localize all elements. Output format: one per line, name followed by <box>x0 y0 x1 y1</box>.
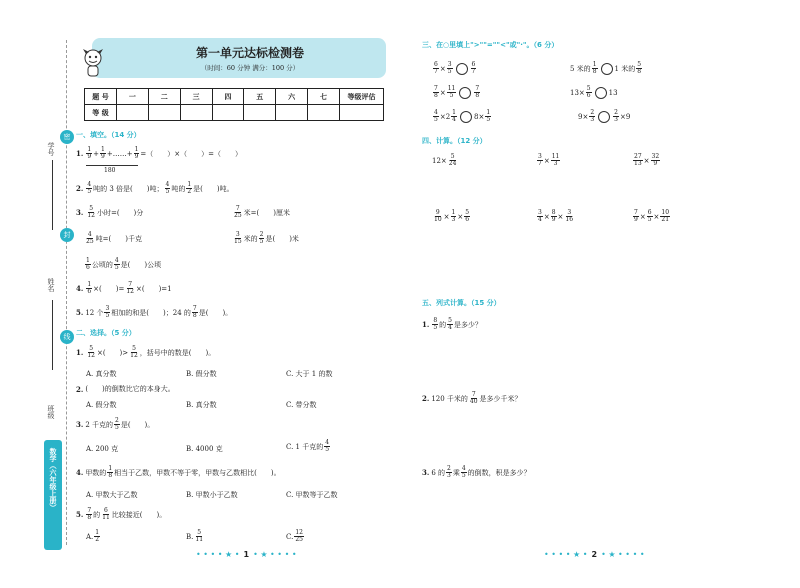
score-table <box>84 88 384 121</box>
fraction: 7 8 <box>87 507 92 521</box>
item-text: 13 <box>608 88 618 97</box>
question-number: 3. <box>422 468 430 477</box>
fraction: 2 5 <box>259 231 264 245</box>
fraction: 7 8 <box>192 305 197 319</box>
section-5-title: 五、列式计算。（15 分） <box>422 299 501 307</box>
fraction: $\frac{1}{5}$ <box>486 109 491 123</box>
fraction: $\frac{2}{3}$ <box>614 109 618 123</box>
question-number: 3. <box>76 420 84 429</box>
option-c-text: C. 1 千克的 <box>286 442 324 451</box>
fraction: $\frac{3}{4}$ <box>538 209 542 223</box>
question-number: 4. <box>76 468 84 477</box>
option-c[interactable]: C. 大于 1 的数 <box>286 370 333 378</box>
option-a[interactable]: A. 真分数 <box>86 370 117 378</box>
equation-blanks[interactable]: =（ ）×（ ）=（ ） <box>140 149 243 158</box>
fraction: $\frac{5}{24}$ <box>448 153 457 167</box>
s5-question-1 <box>422 318 482 331</box>
s1-question-5 <box>76 306 232 319</box>
grade-cell[interactable] <box>180 105 212 121</box>
option-c[interactable]: C. 甲数等于乙数 <box>286 491 338 499</box>
seal-badge-mi: 密 <box>60 130 74 144</box>
operator: × <box>439 88 446 97</box>
question-text[interactable]: ，括号中的数是( )。 <box>139 348 216 357</box>
s2-question-5 <box>76 508 166 521</box>
question-text[interactable]: ×( )> <box>96 348 129 357</box>
fraction: 5 11 <box>195 529 204 543</box>
fraction: $\frac{1}{3}$ <box>451 209 456 223</box>
fraction: $\frac{8}{9}$ <box>551 209 556 223</box>
question-number: 2. <box>76 184 84 193</box>
item-text: × <box>543 212 550 221</box>
item-text: × <box>653 212 660 221</box>
name-label: 姓名 <box>47 278 55 292</box>
question-number: 1. <box>76 348 84 357</box>
score-table-grade-row <box>85 105 384 121</box>
s2-question-4 <box>76 466 281 479</box>
fraction: $\frac{32}{9}$ <box>651 153 660 167</box>
fraction: 1 8 <box>592 61 597 75</box>
fraction: 2 5 <box>115 417 119 431</box>
fraction: 5 8 <box>637 61 642 75</box>
s5-question-3 <box>422 466 531 479</box>
question-text: 甲数的 <box>85 468 107 477</box>
question-text: 是多少千米？ <box>479 394 522 403</box>
fraction: 3 5 <box>105 305 110 319</box>
grade-cell[interactable] <box>117 105 149 121</box>
score-header-cell: 等级评估 <box>340 89 384 105</box>
fraction: 4 5 <box>461 465 466 479</box>
s5-question-2 <box>422 392 522 405</box>
fraction: 4 5 <box>87 181 92 195</box>
item-text: 12× <box>432 156 447 165</box>
option-b[interactable]: B. 真分数 <box>186 401 217 409</box>
question-number: 2. <box>422 394 430 403</box>
question-text: 乘 <box>452 468 460 477</box>
question-text: 2 千克的 <box>85 420 113 429</box>
fraction: 7 40 <box>469 391 478 405</box>
s1-question-3e <box>84 258 161 271</box>
fraction: 1 4 <box>452 109 456 123</box>
s3-item-3 <box>432 86 481 99</box>
fraction: 5 4 <box>448 317 452 331</box>
fraction: $\frac{27}{13}$ <box>634 153 642 167</box>
question-text[interactable]: 吨的 3 倍是( )吨； <box>93 184 164 193</box>
s4-item-6 <box>632 210 671 223</box>
fraction: 4 25 <box>86 231 94 245</box>
option-a[interactable]: A. 假分数 <box>86 401 117 409</box>
footer-dots: • ★ • • • • <box>601 550 645 559</box>
score-header-cell: 三 <box>180 89 212 105</box>
class-label: 班级 <box>47 405 55 419</box>
option-b[interactable]: B. 甲数小于乙数 <box>186 491 238 499</box>
question-text[interactable]: 米=( )厘米 <box>243 208 290 217</box>
section-4-title: 四、计算。（12 分） <box>422 137 487 145</box>
s2-question-3 <box>76 418 154 431</box>
fraction: $\frac{1}{6}$ <box>87 281 92 295</box>
score-header-cell: 一 <box>117 89 149 105</box>
s1-question-3c <box>84 232 142 245</box>
fraction: $\frac{6}{7}$ <box>434 61 438 75</box>
sidebar-dashed-line <box>66 40 67 545</box>
compare-circle[interactable] <box>598 111 610 123</box>
question-text[interactable]: 是( )公顷 <box>120 260 162 269</box>
fraction: $\frac{11}{5}$ <box>447 85 456 99</box>
option-b[interactable] <box>186 530 205 543</box>
s3-item-1 <box>432 62 477 75</box>
fraction: 4 5 <box>325 439 330 453</box>
page-number: 2 <box>591 550 598 559</box>
item-text: × <box>639 212 646 221</box>
item-text: × <box>643 156 650 165</box>
time-info: （时间：60 分钟 满分：100 分） <box>200 64 300 72</box>
item-text: × <box>543 156 550 165</box>
score-header-cell: 题 号 <box>85 89 117 105</box>
compare-circle[interactable] <box>460 111 472 123</box>
question-text[interactable]: ×( )= <box>93 284 125 293</box>
question-text[interactable]: 小时=( )分 <box>96 208 144 217</box>
question-text[interactable]: 比较接近( )。 <box>111 510 167 519</box>
grade-cell[interactable] <box>276 105 308 121</box>
grade-cell[interactable] <box>308 105 340 121</box>
fraction: 6 7 <box>471 61 476 75</box>
option-c[interactable] <box>286 530 305 543</box>
s4-item-1 <box>432 154 458 167</box>
page-number: 1 <box>243 550 250 559</box>
option-a-label: A. <box>86 532 94 541</box>
fraction: $\frac{1}{9}$ <box>134 146 139 160</box>
item-text: 9× <box>578 112 589 121</box>
item-text: × <box>557 212 564 221</box>
question-text: 吨的 <box>171 184 186 193</box>
footer-page-1 <box>196 550 297 559</box>
question-text[interactable]: 是( )。 <box>120 420 155 429</box>
fraction: $\frac{3}{5}$ <box>447 61 452 75</box>
fraction: $\frac{11}{3}$ <box>551 153 560 167</box>
student-number-label: 学号 <box>47 142 55 156</box>
section-1-title: 一、填空。（14 分） <box>76 131 141 139</box>
fraction: $\frac{9}{10}$ <box>434 209 442 223</box>
footer-dots: • ★ • • • • <box>253 550 297 559</box>
fraction: $\frac{7}{12}$ <box>126 281 134 295</box>
fraction: $\frac{5}{6}$ <box>465 209 470 223</box>
grade-cell[interactable] <box>340 105 384 121</box>
item-text: × <box>443 212 450 221</box>
question-text[interactable]: 是( )吨。 <box>193 184 234 193</box>
fraction: 1 9 <box>101 146 105 160</box>
fraction: $\frac{7}{9}$ <box>634 209 638 223</box>
s1-question-1: 1. 1 9 + 1 9 +……+ $\frac{1}{9}$ =（ ）×（ ）=（ ） <box>76 146 243 160</box>
question-text: 米的 <box>243 234 258 243</box>
subject-tag-text: 数学（六年级上册） <box>49 448 57 511</box>
fraction: $\frac{3}{16}$ <box>565 209 574 223</box>
fraction: 4 5 <box>165 181 170 195</box>
option-a[interactable]: A. 200 克 <box>86 445 119 453</box>
fraction: 1 8 <box>108 465 113 479</box>
question-text[interactable]: 相加的和是( )；24 的 <box>111 308 191 317</box>
question-text: 的 <box>439 320 447 329</box>
fraction: $\frac{10}{21}$ <box>661 209 670 223</box>
student-number-line <box>52 160 53 230</box>
fraction: 8 5 <box>433 317 438 331</box>
question-number: 5. <box>76 510 84 519</box>
brace-count: 180 <box>104 167 116 174</box>
s1-question-4 <box>76 282 172 295</box>
fraction: 3 15 <box>234 231 242 245</box>
s4-item-2 <box>536 154 561 167</box>
compare-circle[interactable] <box>459 87 471 99</box>
score-header-cell: 七 <box>308 89 340 105</box>
fraction: 5 12 <box>130 345 138 359</box>
question-number: 2. <box>76 384 84 394</box>
question-text[interactable]: 吨=( )千克 <box>95 234 142 243</box>
footer-page-2 <box>544 550 645 559</box>
operator: × <box>439 64 446 73</box>
fraction: $\frac{4}{5}$ <box>434 109 438 123</box>
compare-circle[interactable] <box>595 87 607 99</box>
s4-item-5 <box>536 210 575 223</box>
section-3-title: 三、在○里填上">""=""<"或"·"。（6 分） <box>422 41 559 49</box>
question-text[interactable]: 是( )米 <box>265 234 299 243</box>
score-header-cell: 六 <box>276 89 308 105</box>
question-number: 3. <box>76 208 84 217</box>
footer-dots: • • • • ★ • <box>196 550 240 559</box>
item-text: × <box>457 212 464 221</box>
compare-circle[interactable] <box>456 63 468 75</box>
question-text: 12 个 <box>85 308 104 317</box>
grade-cell[interactable] <box>244 105 276 121</box>
item-text: 5 米的 <box>570 64 591 73</box>
seal-badge-xian: 线 <box>60 330 74 344</box>
s2-question-1 <box>76 346 215 359</box>
fraction: 12 25 <box>295 529 303 543</box>
s2-question-2 <box>76 384 175 394</box>
grade-cell[interactable] <box>212 105 244 121</box>
score-header-cell: 二 <box>148 89 180 105</box>
fraction: 6 11 <box>102 507 110 521</box>
question-text[interactable]: 是( )。 <box>198 308 233 317</box>
fraction: 1 6 <box>86 257 90 271</box>
question-text: 的倒数，积是多少？ <box>467 468 531 477</box>
s3-item-2 <box>570 62 643 75</box>
question-text[interactable]: ×( )=1 <box>135 284 172 293</box>
question-number: 1. <box>422 320 430 329</box>
option-c[interactable] <box>286 440 331 453</box>
fraction: $\frac{5}{6}$ <box>586 85 591 99</box>
question-text: 公顷的 <box>91 260 113 269</box>
fraction: 5 12 <box>87 205 95 219</box>
item-text: ×9 <box>619 112 631 121</box>
fraction: 1 2 <box>95 529 100 543</box>
section-2-title: 二、选择。（5 分） <box>76 329 136 337</box>
fraction: 1 2 <box>187 181 192 195</box>
option-b[interactable]: B. 假分数 <box>186 370 217 378</box>
fraction: $\frac{3}{7}$ <box>538 153 542 167</box>
question-text: 120 千米的 <box>431 394 468 403</box>
fraction: $\frac{2}{3}$ <box>590 109 595 123</box>
option-b[interactable]: B. 4000 克 <box>186 445 223 453</box>
s3-item-6 <box>578 110 630 123</box>
page-title: 第一单元达标检测卷 <box>195 46 304 60</box>
score-table-header-row <box>85 89 384 105</box>
question-text[interactable]: ( )的倒数比它的本身大。 <box>85 385 175 393</box>
question-text: 6 的 <box>431 468 445 477</box>
s3-item-4 <box>570 86 618 99</box>
seal-badge-feng: 封 <box>60 228 74 242</box>
item-text: 13× <box>570 88 585 97</box>
s4-item-3 <box>632 154 661 167</box>
item-text: 8× <box>473 112 485 121</box>
s1-question-2 <box>76 182 234 195</box>
fraction: 7 8 <box>475 85 480 99</box>
s3-item-5 <box>432 110 492 123</box>
question-number: 4. <box>76 284 84 293</box>
s1-question-3a <box>76 206 143 219</box>
fraction: $\frac{5}{12}$ <box>87 345 95 359</box>
option-c[interactable]: C. 带分数 <box>286 401 317 409</box>
fraction: 2 3 <box>447 465 451 479</box>
question-text[interactable]: 相当于乙数，甲数不等于零，甲数与乙数相比( )。 <box>114 468 281 477</box>
question-number: 1. <box>76 149 84 158</box>
option-b-label: B. <box>186 532 194 541</box>
option-a[interactable] <box>86 530 101 543</box>
item-text: ×2 <box>439 112 451 121</box>
s1-question-3d <box>232 232 299 245</box>
s4-item-4 <box>432 210 471 223</box>
brace-line <box>86 165 138 166</box>
score-header-cell: 五 <box>244 89 276 105</box>
fraction: $\frac{7}{8}$ <box>434 85 438 99</box>
option-c-label: C. <box>286 532 294 541</box>
grade-cell[interactable] <box>148 105 180 121</box>
score-header-cell: 四 <box>212 89 244 105</box>
s1-question-3b <box>232 206 290 219</box>
fraction: 7 25 <box>234 205 242 219</box>
question-text: 的 <box>93 510 101 519</box>
dots: +……+ <box>106 149 133 158</box>
item-text: 1 米的 <box>614 64 636 73</box>
fraction: 4 5 <box>114 257 119 271</box>
question-number: 5. <box>76 308 84 317</box>
name-line <box>52 300 53 370</box>
footer-dots: • • • • ★ • <box>544 550 588 559</box>
mascot-icon <box>80 48 106 78</box>
grade-label-cell: 等 级 <box>85 105 117 121</box>
fraction: 1 9 <box>87 146 92 160</box>
question-text: 是多少？ <box>453 320 482 329</box>
fraction: $\frac{6}{5}$ <box>647 209 652 223</box>
compare-circle[interactable] <box>601 63 613 75</box>
option-a[interactable]: A. 甲数大于乙数 <box>86 491 138 499</box>
